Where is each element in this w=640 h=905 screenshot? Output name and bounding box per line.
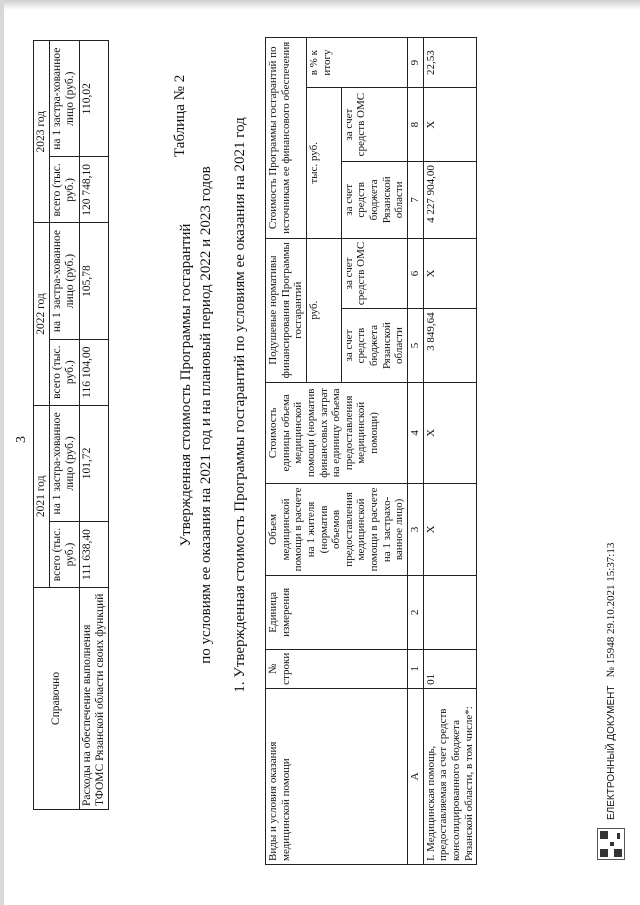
value-cell: 116 104,00 <box>79 339 108 405</box>
row1-cost: Х <box>423 382 477 483</box>
sub-oms: за счет средств ОМС <box>341 238 407 309</box>
unit-rub: руб. <box>306 238 341 382</box>
document-reference: № 15948 29.10.2021 15:37:13 <box>605 542 617 678</box>
value-cell: 120 748,10 <box>79 157 108 223</box>
sub-per-2023: на 1 застра-хованное лицо (руб.) <box>50 41 79 157</box>
sub-budget: за счет средств бюджета Рязанской области <box>341 162 407 238</box>
sub-total-2022: всего (тыс. руб.) <box>50 339 79 405</box>
value-cell: 111 638,40 <box>79 522 108 588</box>
value-cell: 110,02 <box>79 41 108 157</box>
year-2023: 2023 год <box>34 41 50 223</box>
col-num: А <box>408 688 424 864</box>
reference-table <box>33 40 109 810</box>
row1-unit <box>423 575 477 649</box>
heading-title: Утвержденная стоимость Программы госгарантий <box>178 223 194 547</box>
row1-pct: 22,53 <box>423 38 477 88</box>
row1-volume: Х <box>423 483 477 575</box>
col-num: 2 <box>408 575 424 649</box>
row1-norm-budget: 3 849,64 <box>423 309 477 382</box>
page-number: 3 <box>14 436 29 443</box>
sub-total-2023: всего (тыс. руб.) <box>50 157 79 223</box>
col-num: 1 <box>408 649 424 688</box>
sub-budget: за счет средств бюджета Рязанской области <box>341 309 407 382</box>
reference-header: Справочно <box>34 588 80 810</box>
heading-subtitle: по условиям ее оказания на 2021 год и на плановый период 2022 и 2023 годов <box>198 166 214 664</box>
unit-pct: в % к итогу <box>306 38 407 88</box>
table-label: Таблица № 2 <box>172 74 188 157</box>
year-2021: 2021 год <box>34 405 50 587</box>
value-cell: 105,78 <box>79 223 108 339</box>
sub-per-2022: на 1 застра-хованное лицо (руб.) <box>50 223 79 339</box>
col-norm: Подушевые нормативы финансирования Программы госгарантий <box>266 238 307 382</box>
col-num: 5 <box>408 309 424 382</box>
row1-label: I. Медицинская помощь, предоставляемая за счет средств консолидированного бюджета Рязанской области, в том числе*: <box>423 688 477 864</box>
reference-row-label: Расходы на обеспечение выполнения ТФОМС Рязанской области своих функций <box>79 588 108 810</box>
col-num: 9 <box>408 38 424 88</box>
col-volume: Объем медицинской помощи в расчете на 1 жителя (норматив объемов предоставления медицинской помощи в расчете на 1 застрахо-ванное лицо) <box>266 483 408 575</box>
main-table <box>265 37 477 865</box>
col-num: 7 <box>408 162 424 238</box>
col-types: Виды и условия оказания медицинской помощи <box>266 688 408 864</box>
document-footer <box>597 543 625 860</box>
row1-total-oms: Х <box>423 88 477 162</box>
value-cell: 101,72 <box>79 405 108 521</box>
sub-total-2021: всего (тыс. руб.) <box>50 522 79 588</box>
document-stamp-icon <box>597 828 625 860</box>
col-num: 4 <box>408 382 424 483</box>
col-unit: Единица измерения <box>266 575 408 649</box>
year-2022: 2022 год <box>34 223 50 405</box>
row1-no: 01 <box>423 649 477 688</box>
sub-oms: за счет средств ОМС <box>341 88 407 162</box>
sub-per-2021: на 1 застра-хованное лицо (руб.) <box>50 405 79 521</box>
col-cost: Стоимость единицы объема медицинской помощи (норматив финансовых затрат на единицу объема предоставления медицинской помощи) <box>266 382 408 483</box>
section-heading: 1. Утвержденная стоимость Программы госгарантий по условиям ее оказания на 2021 год <box>232 117 248 693</box>
col-total: Стоимость Программы госгарантий по источникам ее финансового обеспечения <box>266 38 307 239</box>
col-num: 6 <box>408 238 424 309</box>
row1-total-budget: 4 227 904,00 <box>423 162 477 238</box>
col-num: 3 <box>408 483 424 575</box>
row1-norm-oms: Х <box>423 238 477 309</box>
document-stamp-text: ЕЛЕКТРОННЫЙ ДОКУМЕНТ <box>605 685 617 820</box>
col-num: 8 <box>408 88 424 162</box>
col-row-no: № строки <box>266 649 408 688</box>
unit-thousand: тыс. руб. <box>306 88 341 238</box>
